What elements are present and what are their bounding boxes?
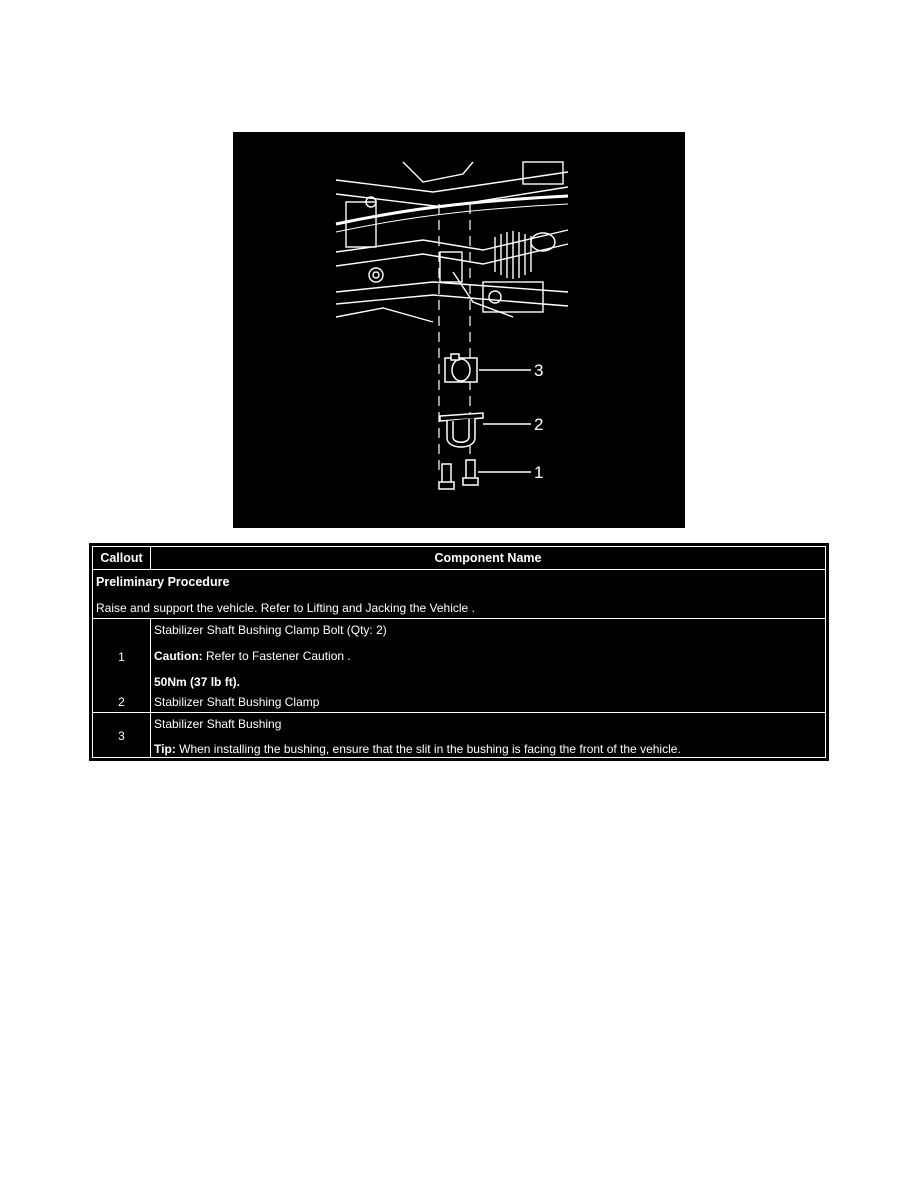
component-illustration bbox=[233, 132, 685, 528]
callout-number: 2 bbox=[118, 695, 125, 709]
component-name: Stabilizer Shaft Bushing bbox=[154, 717, 282, 731]
chassis-drawing bbox=[336, 156, 569, 326]
preliminary-procedure-row bbox=[93, 570, 825, 619]
table-header-row bbox=[93, 547, 825, 570]
torque-spec: 50Nm (37 lb ft). bbox=[154, 675, 241, 689]
callout-label: 2 bbox=[534, 415, 544, 434]
tip-text: When installing the bushing, ensure that the slit in the bushing is facing the front of the vehicle. bbox=[175, 742, 681, 756]
caution-text: Refer to Fastener Caution . bbox=[202, 649, 351, 663]
table-row bbox=[93, 619, 825, 713]
tip-label: Tip: bbox=[154, 742, 176, 756]
table-row bbox=[93, 713, 825, 758]
callout-number: 1 bbox=[118, 650, 125, 664]
component-name: Stabilizer Shaft Bushing Clamp Bolt (Qty: 2) bbox=[154, 623, 387, 637]
callout-label: 3 bbox=[534, 361, 544, 380]
tip-note bbox=[154, 742, 681, 756]
component-table bbox=[89, 543, 829, 761]
stabilizer-bushing-diagram bbox=[233, 132, 685, 528]
component-name-header: Component Name bbox=[434, 551, 542, 565]
callout-label: 1 bbox=[534, 463, 544, 482]
preliminary-text: Raise and support the vehicle. Refer to Lifting and Jacking the Vehicle . bbox=[96, 601, 475, 615]
preliminary-title: Preliminary Procedure bbox=[96, 575, 230, 589]
callout-header: Callout bbox=[93, 547, 151, 569]
component-name: Stabilizer Shaft Bushing Clamp bbox=[154, 695, 320, 709]
caution-label: Caution: bbox=[154, 649, 203, 663]
callout-number: 3 bbox=[93, 713, 151, 758]
caution-note bbox=[154, 649, 351, 663]
